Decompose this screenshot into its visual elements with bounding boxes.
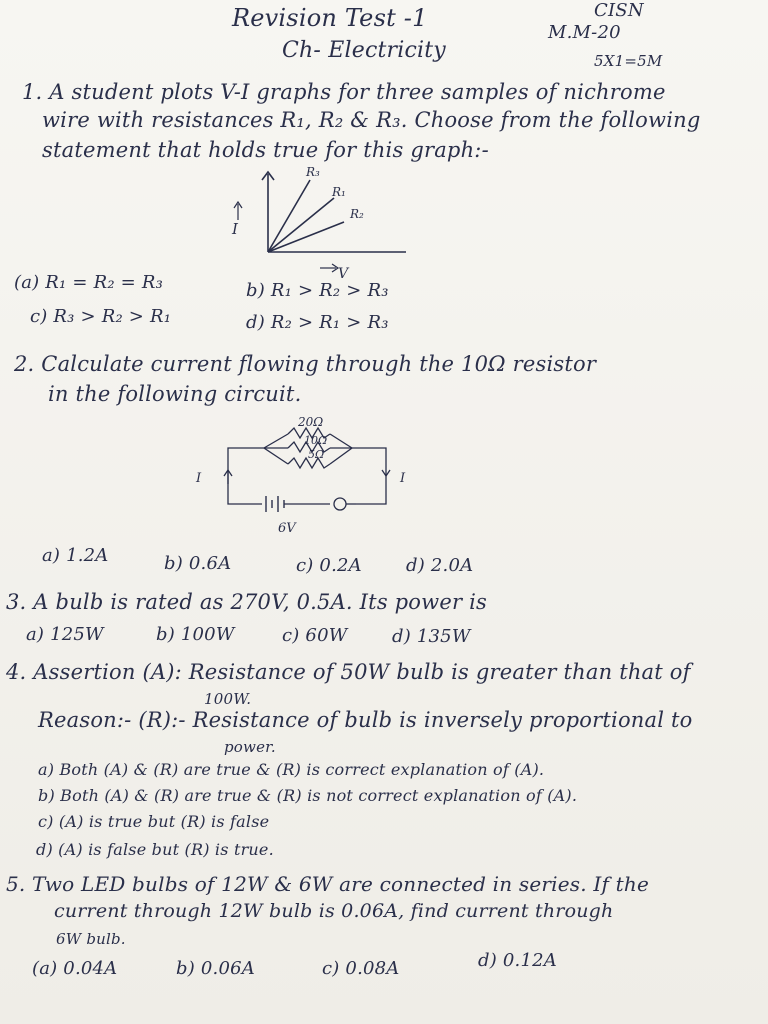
resistor-10-label: 10Ω <box>304 434 328 447</box>
q4-option-c: c) (A) is true but (R) is false <box>38 812 270 831</box>
q2-line1: 2. Calculate current flowing through the 10Ω resistor <box>14 352 597 376</box>
q3-option-c: c) 60W <box>282 625 348 646</box>
q4-option-a: a) Both (A) & (R) are true & (R) is correct explanation of (A). <box>38 760 545 779</box>
q4-line1: 4. Assertion (A): Resistance of 50W bulb is greater than that of <box>6 660 691 684</box>
q5-line1: 5. Two LED bulbs of 12W & 6W are connected in series. If the <box>6 872 649 896</box>
graph-label-r1: R₁ <box>332 185 346 199</box>
q1-option-a: (a) R₁ = R₂ = R₃ <box>14 272 164 293</box>
graph-x-label: V <box>338 266 349 280</box>
chapter-title: Ch- Electricity <box>282 38 446 63</box>
q1-line2: wire with resistances R₁, R₂ & R₃. Choose from the following <box>42 108 701 132</box>
max-marks: M.M-20 <box>548 22 621 43</box>
q4-option-d: d) (A) is false but (R) is true. <box>36 840 274 859</box>
test-title: Revision Test -1 <box>232 4 428 32</box>
q2-line2: in the following circuit. <box>48 382 302 406</box>
q4-option-b: b) Both (A) & (R) are true & (R) is not correct explanation of (A). <box>38 786 578 805</box>
q5-line2: current through 12W bulb is 0.06A, find current through <box>54 900 614 922</box>
q1-option-b: b) R₁ > R₂ > R₃ <box>246 280 389 301</box>
q2-option-c: c) 0.2A <box>296 555 362 576</box>
q2-option-b: b) 0.6A <box>164 553 232 574</box>
resistor-20-label: 20Ω <box>298 415 324 429</box>
graph-label-r3: R₃ <box>306 165 320 179</box>
current-right-label: I <box>400 471 406 486</box>
q4-line2: 100W. <box>204 690 252 708</box>
q2-option-d: d) 2.0A <box>406 555 474 576</box>
graph-y-label: I <box>232 220 238 238</box>
q5-option-a: (a) 0.04A <box>32 958 118 979</box>
q5-option-c: c) 0.08A <box>322 958 400 979</box>
q2-option-a: a) 1.2A <box>42 545 109 566</box>
q4-line3: Reason:- (R):- Resistance of bulb is inversely proportional to <box>38 708 693 732</box>
vi-graph <box>210 160 430 280</box>
circuit-diagram <box>180 412 440 542</box>
current-left-label: I <box>196 471 202 486</box>
q5-option-b: b) 0.06A <box>176 958 255 979</box>
q3-line1: 3. A bulb is rated as 270V, 0.5A. Its power is <box>6 590 487 614</box>
resistor-5-label: 5Ω <box>308 448 325 461</box>
school-code: CISN <box>594 0 644 21</box>
graph-label-r2: R₂ <box>350 207 364 221</box>
q3-option-a: a) 125W <box>26 624 104 645</box>
q4-line4: power. <box>224 738 276 756</box>
q5-option-d: d) 0.12A <box>478 950 557 971</box>
q1-option-d: d) R₂ > R₁ > R₃ <box>246 312 389 333</box>
q5-line3: 6W bulb. <box>56 930 126 948</box>
battery-label: 6V <box>278 521 296 536</box>
q3-option-d: d) 135W <box>392 626 471 647</box>
q3-option-b: b) 100W <box>156 624 235 645</box>
q1-line1: 1. A student plots V-I graphs for three samples of nichrome <box>22 80 666 104</box>
q1-option-c: c) R₃ > R₂ > R₁ <box>30 306 172 327</box>
marking-scheme: 5X1=5M <box>594 52 663 70</box>
q1-line3: statement that holds true for this graph:- <box>42 138 489 162</box>
